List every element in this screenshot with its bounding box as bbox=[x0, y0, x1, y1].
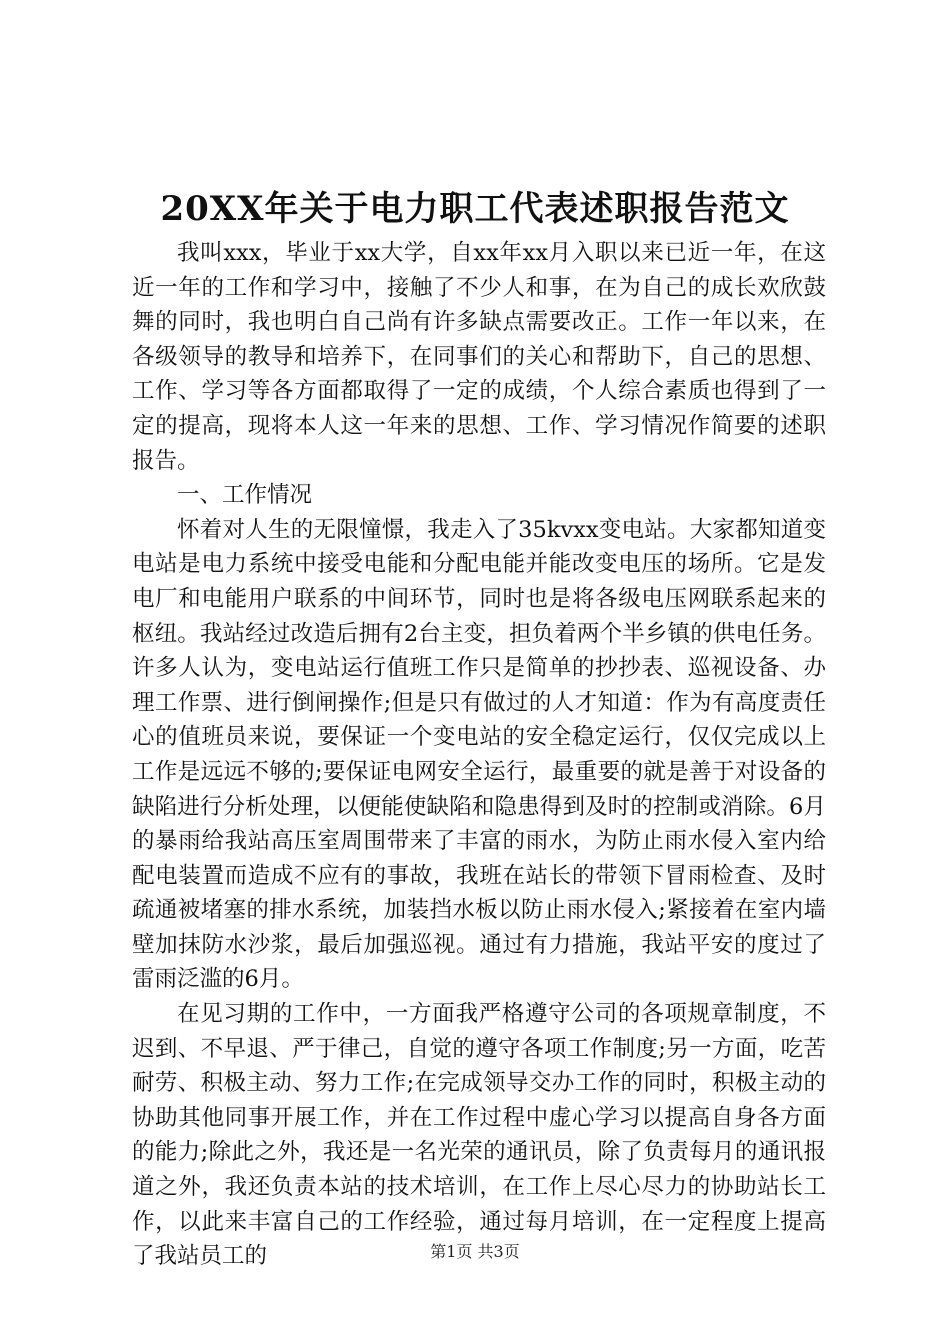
section-heading-work: 一、工作情况 bbox=[177, 482, 313, 509]
paragraph-substation: 怀着对人生的无限憧憬，我走入了35kvxx变电站。大家都知道变电站是电力系统中接受电能和分配电能并能改变电压的场所。它是发电厂和电能用户联系的中间环节，同时也是将各级电压网联系起来的枢纽。我站经过改造后拥有2台主变，担负着两个半乡镇的供电任务。许多人认为，变电站运行值班工作只是简单的抄抄表、巡视设备、办理工作票、进行倒闸操作;但是只有做过的人才知道：作为有高度责任心的值班员来说，要保证一个变电站的安全稳定运行，仅仅完成以上工作是远远不够的;要保证电网安全运行，最重要的就是善于对设备的缺陷进行分析处理，以便能使缺陷和隐患得到及时的控制或消除。6月的暴雨给我站高压室周围带来了丰富的雨水，为防止雨水侵入室内给配电装置而造成不应有的事故，我班在站长的带领下冒雨检查、及时疏通被堵塞的排水系统，加装挡水板以防止雨水侵入;紧接着在室内墙壁加抹防水沙浆，最后加强巡视。通过有力措施，我站平安的度过了雷雨泛滥的6月。 bbox=[132, 516, 826, 993]
document-body bbox=[132, 236, 826, 1274]
paragraph-internship: 在见习期的工作中，一方面我严格遵守公司的各项规章制度，不迟到、不早退、严于律己，自觉的遵守各项工作制度;另一方面，吃苦耐劳、积极主动、努力工作;在完成领导交办工作的同时，积极主动的协助其他同事开展工作，并在工作过程中虚心学习以提高自身各方面的能力;除此之外，我还是一名光荣的通讯员，除了负责每月的通讯报道之外，我还负责本站的技术培训，在工作上尽心尽力的协助站长工作，以此来丰富自己的工作经验，通过每月培训，在一定程度上提高了我站员工的 bbox=[132, 1001, 826, 1270]
document-title: 20XX年关于电力职工代表述职报告范文 bbox=[160, 189, 790, 229]
page-footer: 第1页 共3页 bbox=[430, 1242, 520, 1261]
paragraph-intro: 我叫xxx，毕业于xx大学，自xx年xx月入职以来已近一年，在这近一年的工作和学习中，接触了不少人和事，在为自己的成长欢欣鼓舞的同时，我也明白自己尚有许多缺点需要改正。工作一年以来，在各级领导的教导和培养下，在同事们的关心和帮助下，自己的思想、工作、学习等各方面都取得了一定的成绩，个人综合素质也得到了一定的提高，现将本人这一年来的思想、工作、学习情况作简要的述职报告。 bbox=[132, 240, 826, 474]
